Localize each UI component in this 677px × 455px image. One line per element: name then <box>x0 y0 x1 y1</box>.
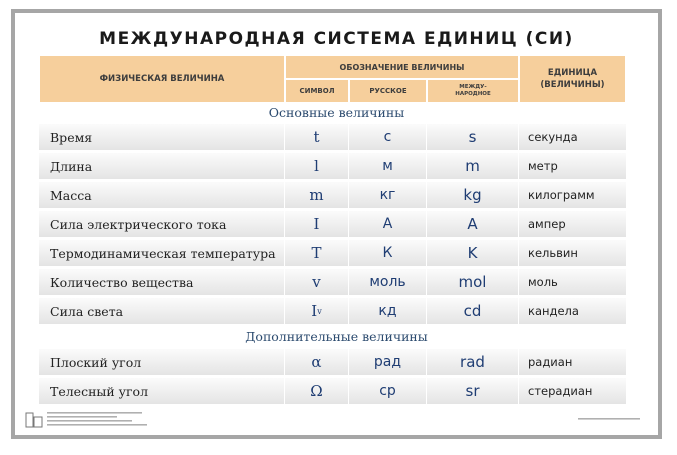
header-international-line2: НАРОДНОЕ <box>455 91 491 97</box>
quantity-symbol <box>285 298 349 324</box>
quantity-symbol: t <box>285 124 349 150</box>
quantity-name: Сила электрического тока <box>39 211 285 237</box>
section-title-additional: Дополнительные величины <box>245 329 428 344</box>
quantity-name: Количество вещества <box>39 269 285 295</box>
quantity-symbol-subscript: v <box>317 306 322 316</box>
table-row <box>39 349 626 375</box>
table-row <box>39 298 626 324</box>
unit-international: m <box>427 153 519 179</box>
quantity-symbol-main: I <box>311 302 318 320</box>
table-row <box>39 269 626 295</box>
header-unit-line2: (ВЕЛИЧИНЫ) <box>540 80 605 90</box>
table-row <box>39 378 626 404</box>
unit-international: rad <box>427 349 519 375</box>
unit-russian: рад <box>349 349 427 375</box>
header-russian: РУССКОЕ <box>349 79 427 103</box>
unit-name: радиан <box>528 355 573 369</box>
unit-russian: К <box>349 240 427 266</box>
unit-name: кельвин <box>528 246 578 260</box>
unit-name: секунда <box>528 130 578 144</box>
poster <box>11 9 662 439</box>
header-designation: ОБОЗНАЧЕНИЕ ВЕЛИЧИНЫ <box>285 55 519 79</box>
unit-russian: моль <box>349 269 427 295</box>
quantity-symbol: l <box>285 153 349 179</box>
quantity-name: Телесный угол <box>39 378 285 404</box>
unit-name: кандела <box>528 304 579 318</box>
quantity-symbol: v <box>285 269 349 295</box>
unit-name: ампер <box>528 217 566 231</box>
table-row <box>39 211 626 237</box>
unit-international: cd <box>427 298 519 324</box>
header-unit <box>519 55 626 103</box>
header-symbol: СИМВОЛ <box>285 79 349 103</box>
unit-international: A <box>427 211 519 237</box>
unit-russian: м <box>349 153 427 179</box>
header-international-line1: МЕЖДУ- <box>459 84 487 90</box>
table-row <box>39 124 626 150</box>
quantity-symbol: α <box>285 349 349 375</box>
quantity-name: Длина <box>39 153 285 179</box>
unit-name: метр <box>528 159 558 173</box>
unit-international: kg <box>427 182 519 208</box>
section-title-basic: Основные величины <box>268 105 405 120</box>
quantity-symbol: m <box>285 182 349 208</box>
unit-russian: кг <box>349 182 427 208</box>
footer-author-note <box>578 416 640 422</box>
unit-name: моль <box>528 275 558 289</box>
quantity-symbol: T <box>285 240 349 266</box>
table-row <box>39 240 626 266</box>
unit-name: килограмм <box>528 188 595 202</box>
quantity-symbol: I <box>285 211 349 237</box>
quantity-symbol: Ω <box>285 378 349 404</box>
table-row <box>39 182 626 208</box>
table-row <box>39 153 626 179</box>
unit-russian: с <box>349 124 427 150</box>
header-quantity: ФИЗИЧЕСКАЯ ВЕЛИЧИНА <box>39 55 285 103</box>
unit-russian: А <box>349 211 427 237</box>
unit-russian: кд <box>349 298 427 324</box>
unit-international: mol <box>427 269 519 295</box>
header-international <box>427 79 519 103</box>
unit-name: стерадиан <box>528 384 593 398</box>
footer-fine-print <box>47 411 157 431</box>
quantity-name: Термодинамическая температура <box>39 240 285 266</box>
quantity-name: Время <box>39 124 285 150</box>
quantity-name: Плоский угол <box>39 349 285 375</box>
quantity-name: Масса <box>39 182 285 208</box>
page-title: МЕЖДУНАРОДНАЯ СИСТЕМА ЕДИНИЦ (СИ) <box>99 29 574 49</box>
unit-international: s <box>427 124 519 150</box>
quantity-name: Сила света <box>39 298 285 324</box>
unit-international: sr <box>427 378 519 404</box>
unit-russian: ср <box>349 378 427 404</box>
publisher-logo-icon <box>25 412 43 428</box>
header-unit-line1: ЕДИНИЦА <box>547 68 598 78</box>
unit-international: K <box>427 240 519 266</box>
